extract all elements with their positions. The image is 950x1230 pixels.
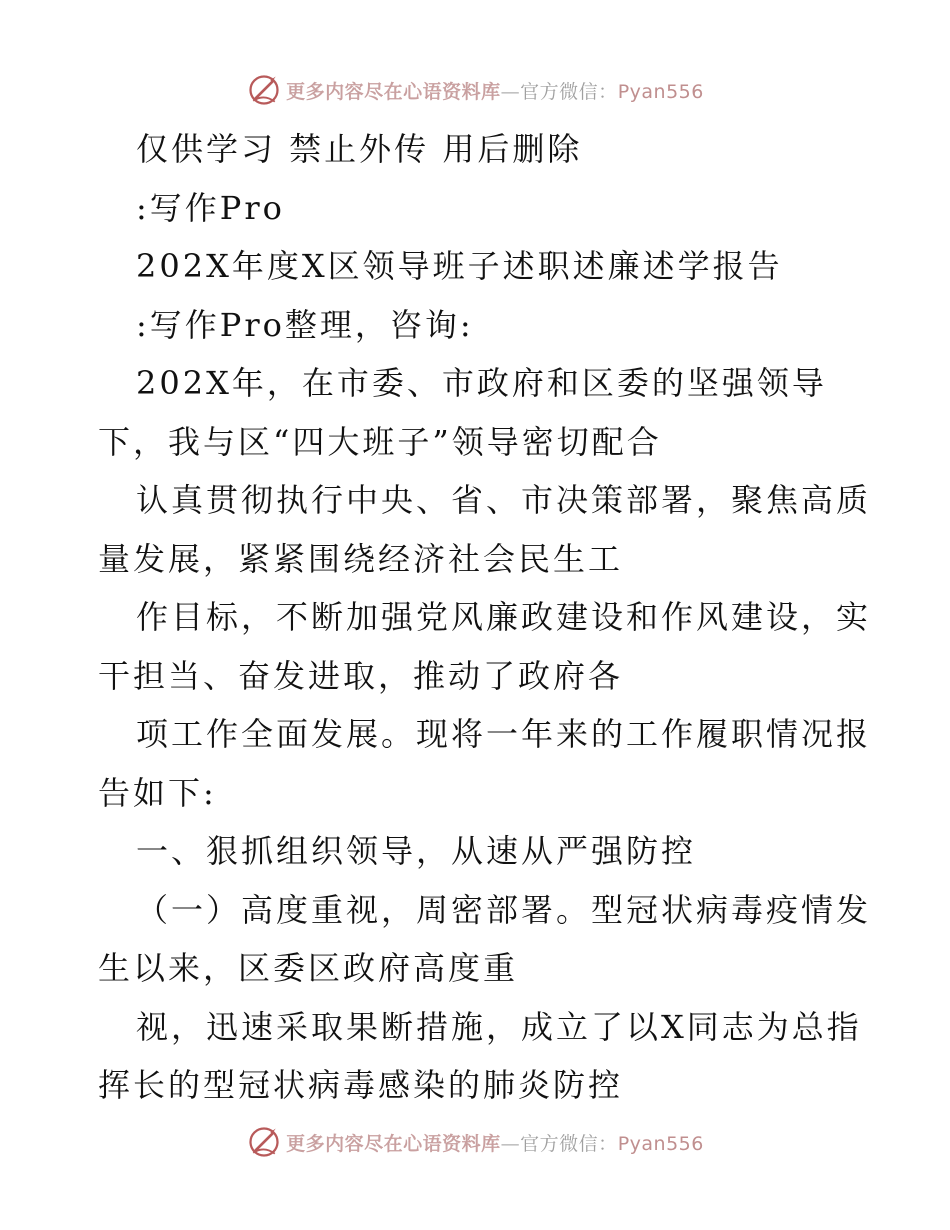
text-line: 认真贯彻执行中央、省、市决策部署，聚焦高质 [136,481,872,519]
text-line: 视，迅速采取果断措施，成立了以X同志为总指 [136,1007,862,1046]
text-line: 下，我与区“四大班子”领导密切配合 [98,422,662,461]
watermark-dash: — [500,1132,521,1155]
watermark-wechat-id: Pyan556 [617,80,704,103]
text-line: 告如下: [98,773,217,812]
quill-logo-icon [246,72,282,108]
watermark-main-text: 更多内容尽在心语资料库 [286,80,501,103]
text-line: 202X年，在市委、市政府和区委的坚强领导 [136,364,827,402]
watermark-wechat-id: Pyan556 [617,1132,704,1155]
text-line: （一）高度重视，周密部署。型冠状病毒疫情发 [136,890,872,929]
watermark-header [0,70,950,110]
text-line: 仅供学习 禁止外传 用后删除 [136,130,583,168]
text-line: :写作Pro [136,188,285,227]
text-line: :写作Pro整理，咨询: [136,305,474,344]
text-line: 项工作全面发展。现将一年来的工作履职情况报 [136,715,872,753]
quill-logo-icon [246,1124,282,1160]
text-line: 干担当、奋发进取，推动了政府各 [98,656,624,695]
text-line: 生以来，区委区政府高度重 [98,949,519,987]
watermark-footer [0,1122,950,1162]
watermark-sub-text: 官方微信： [520,1132,618,1155]
text-line: 202X年度X区领导班子述职述廉述学报告 [136,247,783,285]
document-body [98,120,872,1115]
watermark-dash: — [500,80,521,103]
text-line: 挥长的型冠状病毒感染的肺炎防控 [98,1066,624,1104]
watermark-sub-text: 官方微信： [520,80,618,103]
watermark-main-text: 更多内容尽在心语资料库 [286,1132,501,1155]
text-line: 量发展，紧紧围绕经济社会民生工 [98,539,624,578]
text-line: 作目标，不断加强党风廉政建设和作风建设，实 [136,598,872,636]
text-line: 一、狠抓组织领导，从速从严强防控 [136,832,697,870]
